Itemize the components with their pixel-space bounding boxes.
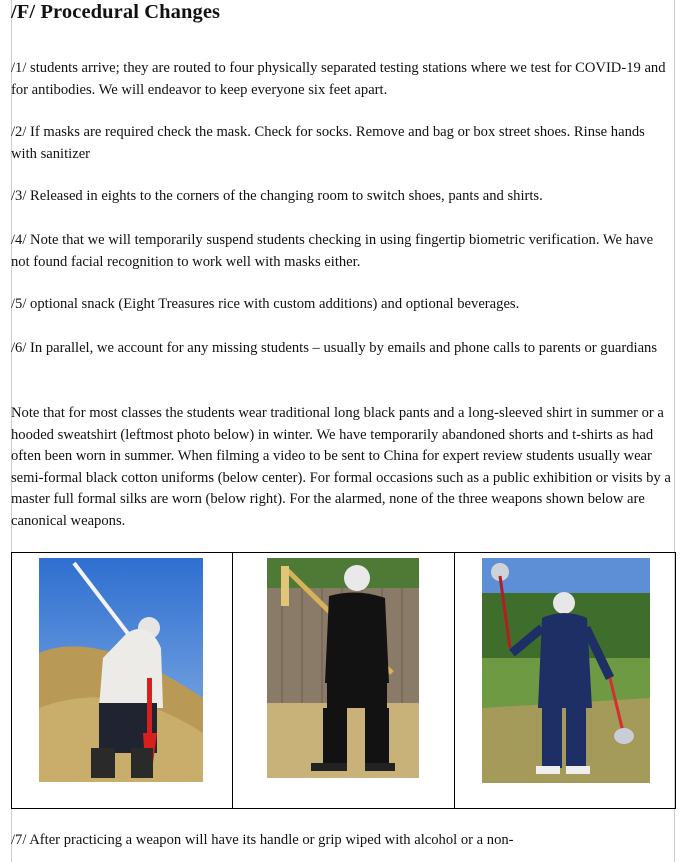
paragraph-step-3: /3/ Released in eights to the corners of the changing room to switch shoes, pants and shirts.	[11, 188, 543, 204]
section-heading: /F/ Procedural Changes	[11, 1, 221, 23]
paragraph-step-7: /7/ After practicing a weapon will have its handle or grip wiped with alcohol or a non-	[11, 832, 514, 848]
paragraph-uniform-note: Note that for most classes the students wear traditional long black pants and a long-sleeved shirt in summer or a hooded sweatshirt (leftmost photo below) in winter. We have temporarily abandoned shorts and t-shirts as had often been worn in summer. When filming a video to be sent to China for expert review students usually wear semi-formal black cotton uniforms (below center). For formal occasions such as a public exhibition or visits by a master full formal silks are worn (below right). For the alarmed, none of the three weapons shown below are canonical weapons.	[11, 405, 671, 529]
paragraph-step-4: /4/ Note that we will temporarily suspend students checking in using fingertip biometric verification. We have not found facial recognition to work well with masks either.	[11, 232, 654, 270]
paragraph-step-2: /2/ If masks are required check the mask. Check for socks. Remove and bag or box street shoes. Rinse hands with sanitizer	[11, 124, 645, 162]
photo-hooded-sweatshirt	[39, 558, 203, 782]
photo-cell-right	[454, 553, 675, 809]
photo-cell-center	[233, 553, 454, 809]
photo-formal-silks	[482, 558, 650, 783]
photo-black-cotton-uniform	[267, 558, 419, 778]
paragraph-step-5: /5/ optional snack (Eight Treasures rice with custom additions) and optional beverages.	[11, 296, 520, 312]
paragraph-step-6: /6/ In parallel, we account for any missing students – usually by emails and phone calls to parents or guardians	[11, 340, 658, 356]
paragraph-step-1: /1/ students arrive; they are routed to four physically separated testing stations where we test for COVID-19 and for antibodies. We will endeavor to keep everyone six feet apart.	[11, 60, 666, 98]
photo-table	[11, 552, 676, 809]
photo-cell-left	[12, 553, 233, 809]
